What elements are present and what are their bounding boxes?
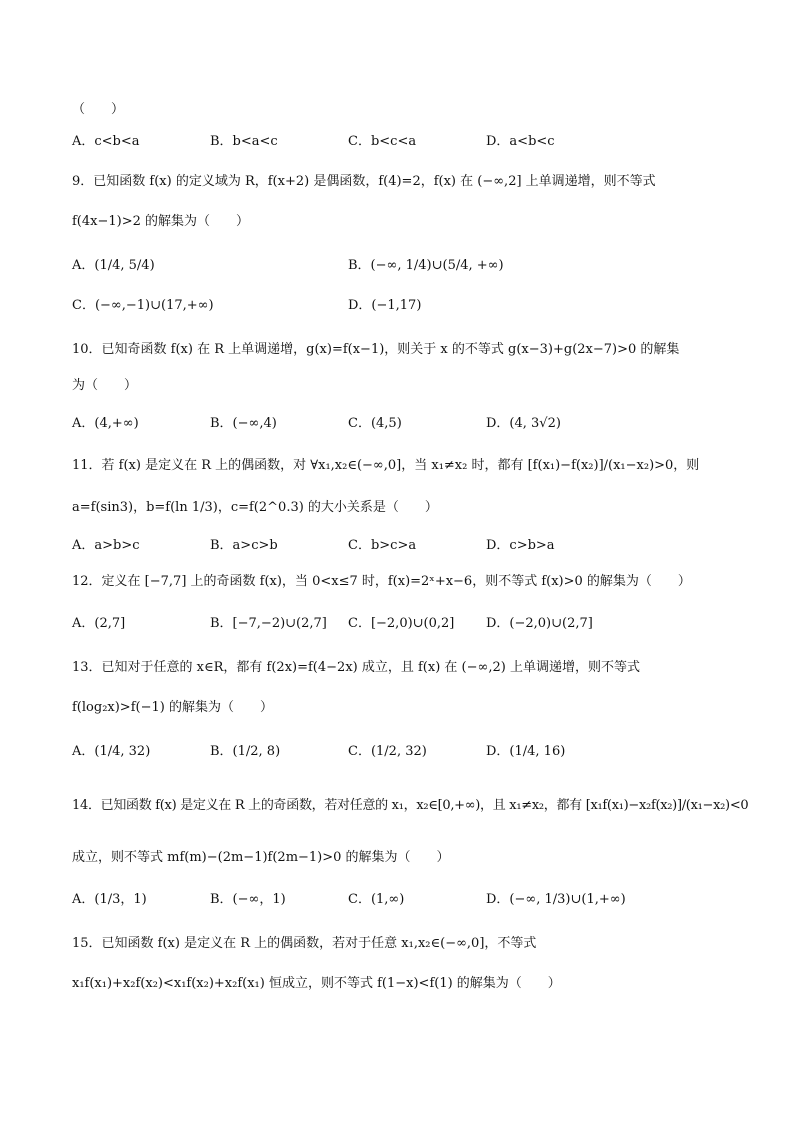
- q9-stem-line1: 9．已知函数 f(x) 的定义域为 R，f(x+2) 是偶函数，f(4)=2，f(x) 在 (−∞,2] 上单调递增，则不等式: [72, 174, 656, 189]
- q8-option-a[interactable]: A．c<b<a: [72, 134, 140, 149]
- q12-option-a[interactable]: A．(2,7]: [72, 616, 126, 631]
- q11-option-c[interactable]: C．b>c>a: [348, 538, 417, 553]
- q15-stem-line1: 15．已知函数 f(x) 是定义在 R 上的偶函数，若对于任意 x₁,x₂∈(−∞,0]，不等式: [72, 936, 537, 951]
- q12-option-b[interactable]: B．[−7,−2)∪(2,7]: [210, 616, 327, 631]
- q8-option-c[interactable]: C．b<c<a: [348, 134, 417, 149]
- q10-stem-line1: 10．已知奇函数 f(x) 在 R 上单调递增，g(x)=f(x−1)，则关于 x 的不等式 g(x−3)+g(2x−7)>0 的解集: [72, 342, 680, 357]
- q10-option-a[interactable]: A．(4,+∞): [72, 416, 139, 431]
- q11-option-a[interactable]: A．a>b>c: [72, 538, 140, 553]
- q13-option-b[interactable]: B．(1/2, 8): [210, 744, 281, 759]
- q10-stem-line2: 为（ ）: [72, 378, 138, 393]
- q9-option-b[interactable]: B．(−∞, 1/4)∪(5/4, +∞): [348, 258, 504, 273]
- q11-option-b[interactable]: B．a>c>b: [210, 538, 278, 553]
- q14-stem-line1: 14．已知函数 f(x) 是定义在 R 上的奇函数，若对任意的 x₁，x₂∈[0,+∞)，且 x₁≠x₂，都有 [x₁f(x₁)−x₂f(x₂)]/(x₁−x₂)<0: [72, 798, 749, 813]
- q13-stem-line2: f(log₂x)>f(−1) 的解集为（ ）: [72, 700, 273, 715]
- q14-option-b[interactable]: B．(−∞，1): [210, 892, 286, 907]
- q8-option-d[interactable]: D．a<b<c: [486, 134, 555, 149]
- q9-option-a[interactable]: A．(1/4, 5/4): [72, 258, 155, 273]
- q11-option-d[interactable]: D．c>b>a: [486, 538, 555, 553]
- q10-option-c[interactable]: C．(4,5): [348, 416, 402, 431]
- q11-stem-line1: 11．若 f(x) 是定义在 R 上的偶函数，对 ∀x₁,x₂∈(−∞,0]，当 x₁≠x₂ 时，都有 [f(x₁)−f(x₂)]/(x₁−x₂)>0，则: [72, 458, 700, 473]
- q11-stem-line2: a=f(sin3)，b=f(ln 1/3)，c=f(2^0.3) 的大小关系是（ ）: [72, 500, 438, 515]
- q8-option-b[interactable]: B．b<a<c: [210, 134, 278, 149]
- q9-stem-line2: f(4x−1)>2 的解集为（ ）: [72, 214, 250, 229]
- q9-option-c[interactable]: C．(−∞,−1)∪(17,+∞): [72, 298, 214, 313]
- q13-option-a[interactable]: A．(1/4, 32): [72, 744, 151, 759]
- q14-option-d[interactable]: D．(−∞, 1/3)∪(1,+∞): [486, 892, 626, 907]
- q15-stem-line2: x₁f(x₁)+x₂f(x₂)<x₁f(x₂)+x₂f(x₁) 恒成立，则不等式 f(1−x)<f(1) 的解集为（ ）: [72, 976, 561, 991]
- q14-option-c[interactable]: C．(1,∞): [348, 892, 405, 907]
- q14-stem-line2: 成立，则不等式 mf(m)−(2m−1)f(2m−1)>0 的解集为（ ）: [72, 850, 450, 865]
- q13-option-c[interactable]: C．(1/2, 32): [348, 744, 427, 759]
- q10-option-b[interactable]: B．(−∞,4): [210, 416, 277, 431]
- q13-stem-line1: 13．已知对于任意的 x∈R，都有 f(2x)=f(4−2x) 成立，且 f(x) 在 (−∞,2) 上单调递增，则不等式: [72, 660, 640, 675]
- q12-stem-line1: 12．定义在 [−7,7] 上的奇函数 f(x)，当 0<x≤7 时，f(x)=2ˣ+x−6，则不等式 f(x)>0 的解集为（ ）: [72, 574, 691, 589]
- q13-option-d[interactable]: D．(1/4, 16): [486, 744, 566, 759]
- q9-option-d[interactable]: D．(−1,17): [348, 298, 422, 313]
- q14-option-a[interactable]: A．(1/3，1): [72, 892, 147, 907]
- q12-option-d[interactable]: D．(−2,0)∪(2,7]: [486, 616, 593, 631]
- q10-option-d[interactable]: D．(4, 3√2): [486, 416, 561, 431]
- q12-option-c[interactable]: C．[−2,0)∪(0,2]: [348, 616, 455, 631]
- q8-stem-tail: （ ）: [72, 102, 125, 117]
